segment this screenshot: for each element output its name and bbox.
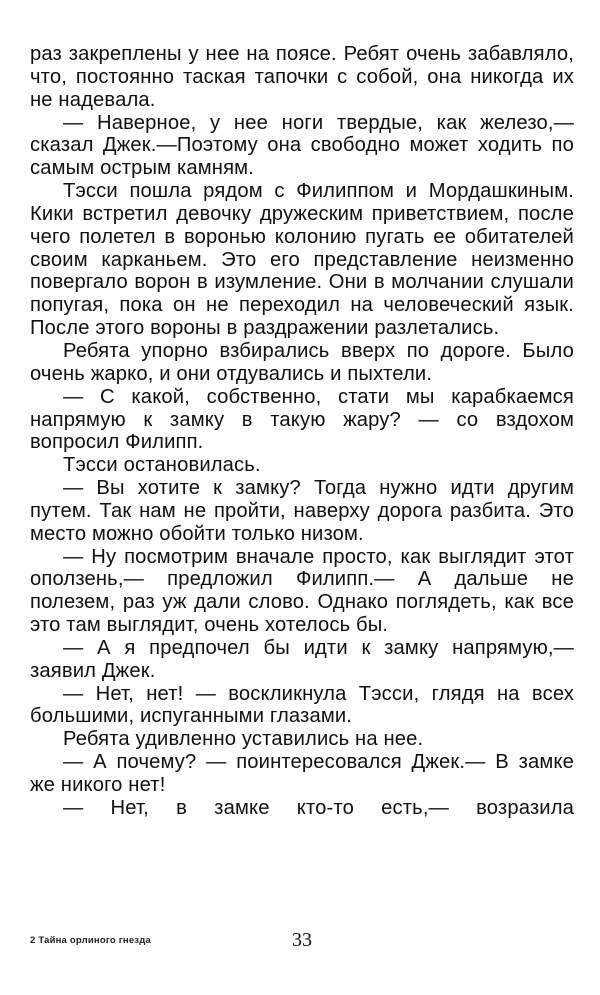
paragraph: Ребята упорно взбирались вверх по дороге. Было очень жарко, и они отдувались и пыхтели. (30, 339, 574, 385)
paragraph: — Наверное, у нее ноги твердые, как железо,— сказал Джек.—Поэтому она свободно может ходить по самым острым камням. (30, 111, 574, 180)
paragraph: — Нет, нет! — воскликнула Тэсси, глядя на всех большими, испуганными глазами. (30, 682, 574, 728)
paragraph: — А почему? — поинтересовался Джек.— В замке же никого нет! (30, 751, 574, 796)
paragraph: — Вы хотите к замку? Тогда нужно идти другим путем. Так нам не пройти, наверху дорога разбита. Это место можно обойти только низом. (30, 477, 574, 545)
printer-signature: 2 Тайна орлиного гнезда (30, 935, 151, 946)
paragraph: — Ну посмотрим вначале просто, как выглядит этот оползень,— предложил Филипп.— А дальше не полезем, раз уж дали слово. Однако поглядеть, как все это там выглядит, очень хотелось бы. (30, 545, 574, 637)
paragraph: — С какой, собственно, стати мы карабкаемся напрямую к замку в такую жару? — со вздохом вопросил Филипп. (30, 385, 574, 454)
paragraph: Тэсси остановилась. (63, 454, 261, 477)
page-number: 33 (292, 929, 312, 951)
body-text (30, 43, 574, 820)
paragraph: — Нет, в замке кто-то есть,— возразила (63, 796, 574, 819)
paragraph: Ребята удивленно уставились на нее. (63, 728, 424, 751)
page-footer (30, 929, 574, 955)
paragraph: — А я предпочел бы идти к замку напрямую,— заявил Джек. (30, 636, 574, 682)
paragraph: Тэсси пошла рядом с Филиппом и Мордашкиным. Кики встретил девочку дружеским приветствием, после чего полетел в воронью колонию пугать ее обитателей своим карканьем. Это его представление неизменно повергало ворон в изумление. Они в молчании слушали попугая, пока он не переходил на человеческий язык. После этого вороны в раздражении разлетались. (30, 180, 574, 340)
paragraph: раз закреплены у нее на поясе. Ребят очень забавляло, что, постоянно таская тапочки с собой, она никогда их не надевала. (30, 43, 574, 111)
